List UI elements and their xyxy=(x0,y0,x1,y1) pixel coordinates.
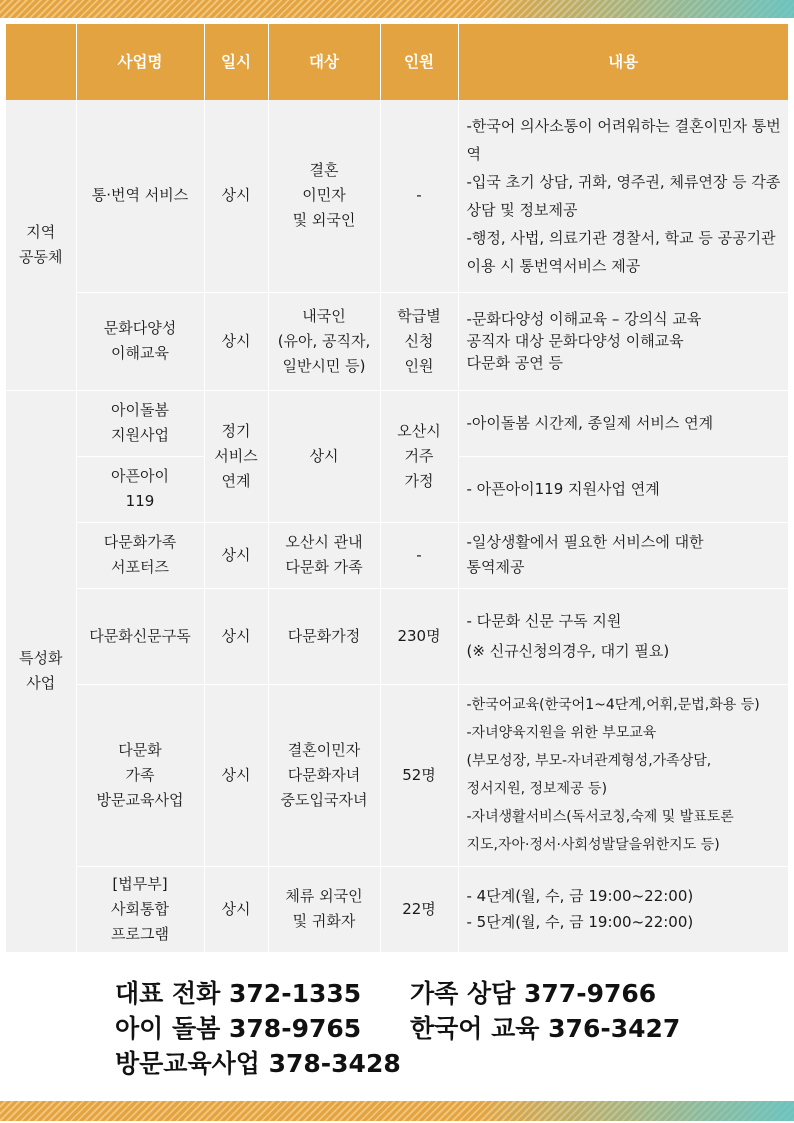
content-cell: -아이돌봄 시간제, 종일제 서비스 연계 xyxy=(458,390,788,456)
target-cell: 상시 xyxy=(268,390,380,522)
schedule-cell: 상시 xyxy=(204,100,268,292)
count-cell: 52명 xyxy=(380,684,458,866)
target-cell: 결혼이민자 다문화자녀 중도입국자녀 xyxy=(268,684,380,866)
childcare-phone: 아이 돌봄 378-9765 xyxy=(115,1014,362,1043)
table-row xyxy=(6,100,788,292)
table-row xyxy=(6,292,788,390)
target-cell: 체류 외국인 및 귀화자 xyxy=(268,866,380,952)
schedule-cell: 상시 xyxy=(204,588,268,684)
header-program-name: 사업명 xyxy=(76,24,204,100)
content-cell: - 다문화 신문 구독 지원 (※ 신규신청의경우, 대기 필요) xyxy=(458,588,788,684)
program-name-cell: 문화다양성 이해교육 xyxy=(76,292,204,390)
target-cell: 결혼 이민자 및 외국인 xyxy=(268,100,380,292)
table-row xyxy=(6,866,788,952)
program-name-cell: 다문화 가족 방문교육사업 xyxy=(76,684,204,866)
table-row xyxy=(6,522,788,588)
schedule-cell: 상시 xyxy=(204,522,268,588)
contact-numbers xyxy=(115,976,680,1081)
program-table xyxy=(6,24,788,953)
korean-education-phone: 한국어 교육 376-3427 xyxy=(410,1014,681,1043)
schedule-cell: 상시 xyxy=(204,684,268,866)
program-name-cell: 아픈아이 119 xyxy=(76,456,204,522)
table-row xyxy=(6,684,788,866)
content-cell: -문화다양성 이해교육 – 강의식 교육 공직자 대상 문화다양성 이해교육 다문화 공연 등 xyxy=(458,292,788,390)
top-decorative-stripe xyxy=(0,0,794,18)
program-name-cell: 다문화가족 서포터즈 xyxy=(76,522,204,588)
table-header-row xyxy=(6,24,788,100)
program-name-cell: 통·번역 서비스 xyxy=(76,100,204,292)
content-cell: -일상생활에서 필요한 서비스에 대한 통역제공 xyxy=(458,522,788,588)
bottom-decorative-stripe xyxy=(0,1101,794,1121)
target-cell: 내국인 (유아, 공직자, 일반시민 등) xyxy=(268,292,380,390)
header-schedule: 일시 xyxy=(204,24,268,100)
area-cell: 지역 공동체 xyxy=(6,100,76,390)
target-cell: 다문화가정 xyxy=(268,588,380,684)
contact-row xyxy=(115,1046,680,1081)
count-cell: 22명 xyxy=(380,866,458,952)
table-row xyxy=(6,588,788,684)
target-cell: 오산시 관내 다문화 가족 xyxy=(268,522,380,588)
area-cell: 특성화 사업 xyxy=(6,390,76,952)
program-name-cell: [법무부] 사회통합 프로그램 xyxy=(76,866,204,952)
count-cell: - xyxy=(380,100,458,292)
header-content: 내용 xyxy=(458,24,788,100)
content-cell: -한국어 의사소통이 어려워하는 결혼이민자 통번역 -입국 초기 상담, 귀화, 영주권, 체류연장 등 각종상담 및 정보제공 -행정, 사법, 의료기관 경찰서, 학교 등 공공기관 이용 시 통번역서비스 제공 xyxy=(458,100,788,292)
content-cell: -한국어교육(한국어1~4단계,어휘,문법,화용 등) -자녀양육지원을 위한 부모교육 (부모성장, 부모-자녀관계형성,가족상담, 정서지원, 정보제공 등) -자녀생활서비스(독서코칭,숙제 및 발표토론 지도,자아·정서·사회성발달을위한지도 등) xyxy=(458,684,788,866)
count-cell: 오산시 거주 가정 xyxy=(380,390,458,522)
header-area xyxy=(6,24,76,100)
schedule-cell: 상시 xyxy=(204,866,268,952)
count-cell: 230명 xyxy=(380,588,458,684)
schedule-cell: 정기 서비스 연계 xyxy=(204,390,268,522)
header-target: 대상 xyxy=(268,24,380,100)
schedule-cell: 상시 xyxy=(204,292,268,390)
program-name-cell: 아이돌봄 지원사업 xyxy=(76,390,204,456)
header-count: 인원 xyxy=(380,24,458,100)
program-name-cell: 다문화신문구독 xyxy=(76,588,204,684)
content-cell: - 아픈아이119 지원사업 연계 xyxy=(458,456,788,522)
table-row xyxy=(6,390,788,456)
main-phone: 대표 전화 372-1335 xyxy=(115,979,362,1008)
family-counseling-phone: 가족 상담 377-9766 xyxy=(410,979,657,1008)
count-cell: - xyxy=(380,522,458,588)
visit-education-phone: 방문교육사업 378-3428 xyxy=(115,1049,401,1078)
contact-row xyxy=(115,976,680,1011)
contact-row xyxy=(115,1011,680,1046)
content-cell: - 4단계(월, 수, 금 19:00~22:00) - 5단계(월, 수, 금 19:00~22:00) xyxy=(458,866,788,952)
count-cell: 학급별 신청 인원 xyxy=(380,292,458,390)
